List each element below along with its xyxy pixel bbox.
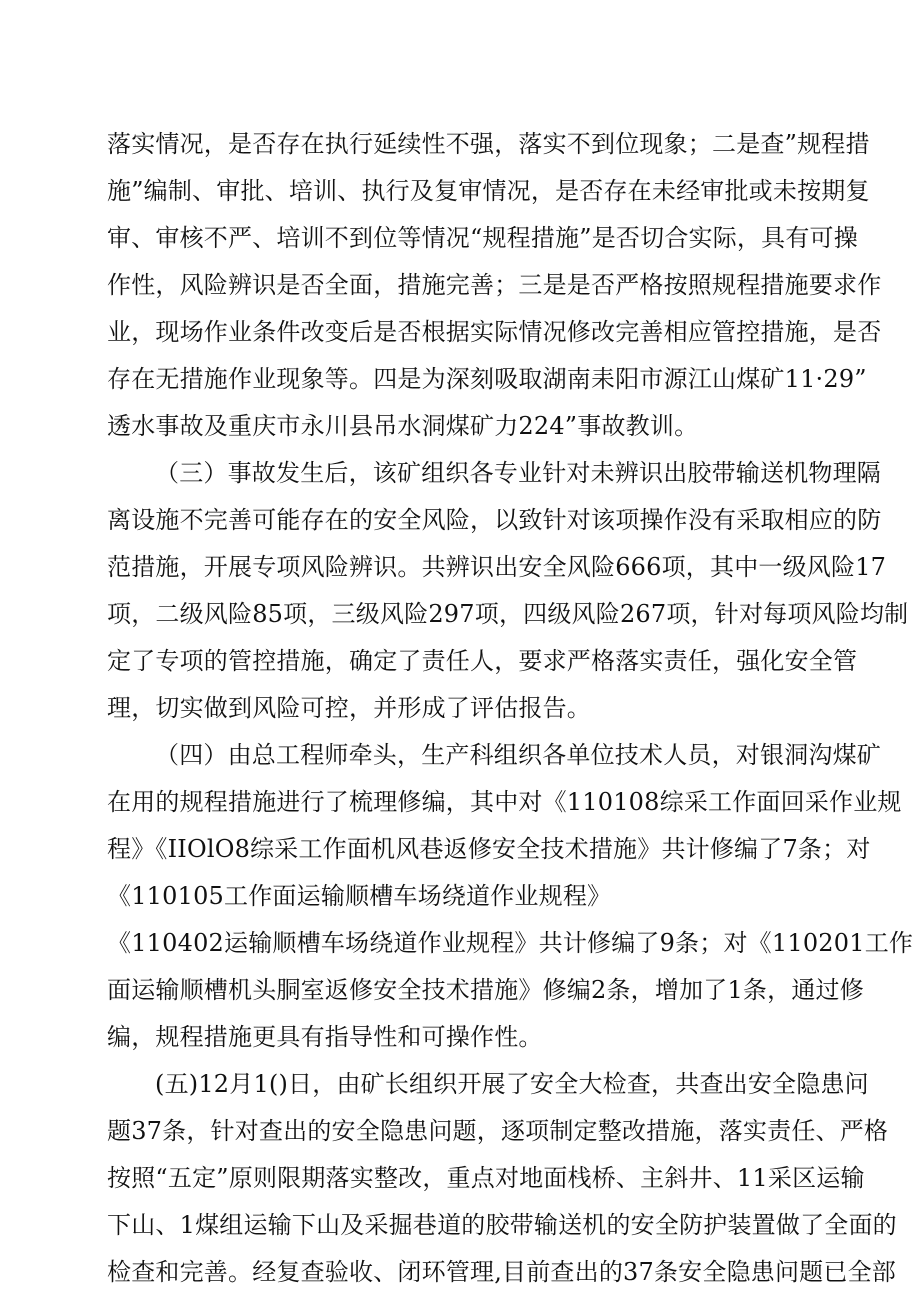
text-line: 离设施不完善可能存在的安全风险，以致针对该项操作没有采取相应的防 — [107, 506, 882, 534]
text-line: 业，现场作业条件改变后是否根据实际情况修改完善相应管控措施，是否 — [107, 318, 882, 346]
text-line: 题37条，针对查出的安全隐患问题，逐项制定整改措施，落实责任、严格 — [107, 1117, 889, 1145]
paragraph-4-start: （四）由总工程师牵头，生产科组织各单位技术人员，对银洞沟煤矿 — [155, 741, 881, 769]
text-line: 《110402运输顺槽车场绕道作业规程》共计修编了9条；对《110201工作 — [107, 929, 914, 957]
text-line: 项，二级风险85项，三级风险297项，四级风险267项，针对每项风险均制 — [107, 600, 909, 628]
text-line: 存在无措施作业现象等。四是为深刻吸取湖南耒阳市源江山煤矿11·29” — [107, 365, 867, 393]
text-line: 面运输顺槽机头胴室返修安全技术措施》修编2条，增加了1条，通过修 — [107, 976, 864, 1004]
text-line: 按照“五定”原则限期落实整改，重点对地面栈桥、主斜井、11采区运输 — [107, 1164, 865, 1192]
paragraph-5-start: (五)12月1()日，由矿长组织开展了安全大检查，共查出安全隐患问 — [155, 1070, 869, 1098]
text-line: 程》《IIOlO8综采工作面机风巷返修安全技术措施》共计修编了7条；对 — [107, 835, 871, 863]
text-line: 下山、1煤组运输下山及采掘巷道的胶带输送机的安全防护装置做了全面的 — [107, 1211, 897, 1239]
text-line: 施”编制、审批、培训、执行及复审情况，是否存在未经审批或未按期复 — [107, 177, 870, 205]
text-line: 审、审核不严、培训不到位等情况“规程措施”是否切合实际，具有可操 — [107, 224, 858, 252]
text-line: 在用的规程措施进行了梳理修编，其中对《110108综采工作面回采作业规 — [107, 788, 902, 816]
text-line: 落实情况，是否存在执行延续性不强，落实不到位现象；二是查”规程措 — [107, 130, 870, 158]
text-line: 透水事故及重庆市永川县吊水洞煤矿力224”事故教训。 — [107, 412, 699, 440]
text-line: 理，切实做到风险可控，并形成了评估报告。 — [107, 694, 591, 722]
text-line: 编，规程措施更具有指导性和可操作性。 — [107, 1023, 543, 1051]
text-line: 范措施，开展专项风险辨识。共辨识出安全风险666项，其中一级风险17 — [107, 553, 887, 581]
text-line: 《110105工作面运输顺槽车场绕道作业规程》 — [107, 882, 612, 910]
paragraph-3-start: （三）事故发生后，该矿组织各专业针对未辨识出胶带输送机物理隔 — [155, 459, 881, 487]
text-line: 作性，风险辨识是否全面，措施完善；三是是否严格按照规程措施要求作 — [107, 271, 882, 299]
text-line: 定了专项的管控措施，确定了责任人，要求严格落实责任，强化安全管 — [107, 647, 858, 675]
text-line: 检查和完善。经复查验收、闭环管理,目前查出的37条安全隐患问题已全部 — [107, 1258, 896, 1286]
